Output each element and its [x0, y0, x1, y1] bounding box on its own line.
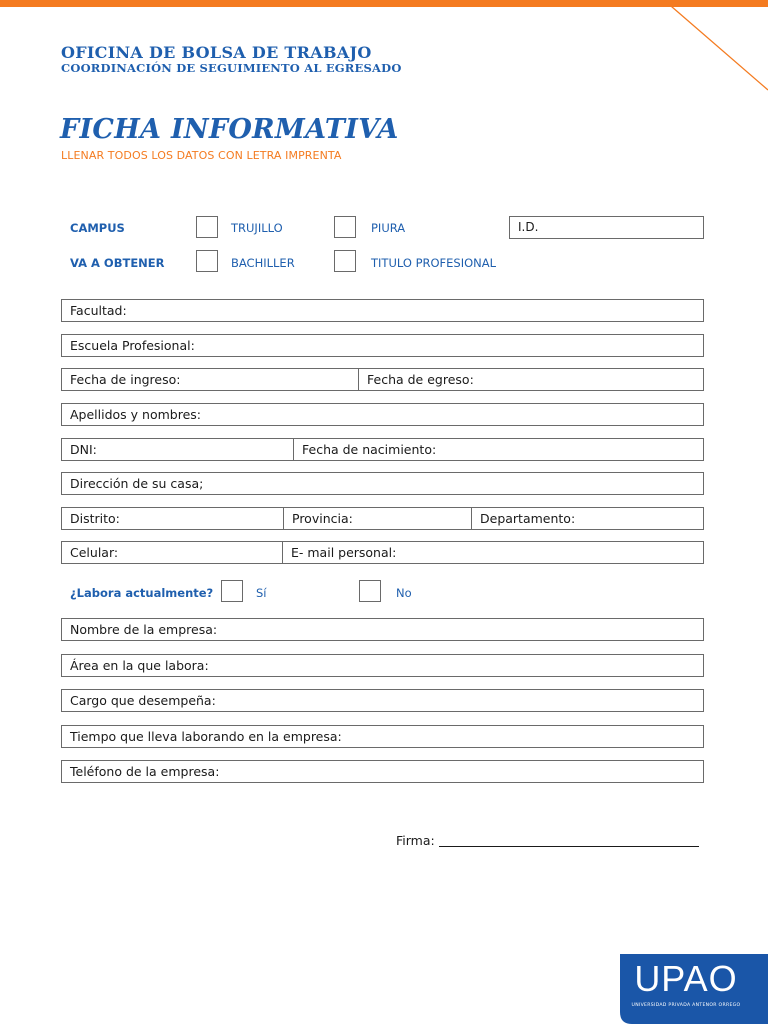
titulo-label: TITULO PROFESIONAL [371, 256, 497, 270]
fecha-nacimiento-field[interactable]: Fecha de nacimiento: [302, 442, 437, 457]
cargo-row [61, 689, 704, 712]
piura-label: PIURA [371, 221, 406, 235]
coordination-heading: COORDINACIÓN DE SEGUIMIENTO AL EGRESADO [61, 61, 402, 75]
apellidos-row [61, 403, 704, 426]
departamento-field[interactable]: Departamento: [480, 511, 576, 526]
distrito-field[interactable]: Distrito: [62, 508, 284, 529]
top-accent-bar [0, 0, 768, 7]
dni-row [61, 438, 704, 461]
facultad-row [61, 299, 704, 322]
fechas-row [61, 368, 704, 391]
piura-checkbox[interactable] [334, 216, 356, 238]
area-row [61, 654, 704, 677]
form-title: FICHA INFORMATIVA [60, 114, 399, 145]
labora-no-checkbox[interactable] [359, 580, 381, 602]
id-label: I.D. [518, 220, 539, 234]
bachiller-label: BACHILLER [231, 256, 295, 270]
labora-si-checkbox[interactable] [221, 580, 243, 602]
apellidos-field[interactable]: Apellidos y nombres: [70, 407, 201, 422]
labora-question: ¿Labora actualmente? [70, 586, 214, 600]
form-instruction: LLENAR TODOS LOS DATOS CON LETRA IMPRENTA [61, 149, 342, 162]
office-heading: OFICINA DE BOLSA DE TRABAJO [61, 43, 372, 62]
escuela-field[interactable]: Escuela Profesional: [70, 338, 195, 353]
labora-si-label: Sí [256, 586, 267, 600]
logo-text: UPAO [634, 958, 738, 999]
facultad-field[interactable]: Facultad: [70, 303, 127, 318]
empresa-field[interactable]: Nombre de la empresa: [70, 622, 218, 637]
firma-label: Firma: [396, 833, 435, 848]
empresa-row [61, 618, 704, 641]
provincia-field[interactable]: Provincia: [284, 508, 472, 529]
dni-field[interactable]: DNI: [62, 439, 294, 460]
telefono-row [61, 760, 704, 783]
titulo-checkbox[interactable] [334, 250, 356, 272]
escuela-row [61, 334, 704, 357]
tiempo-row [61, 725, 704, 748]
trujillo-label: TRUJILLO [231, 221, 283, 235]
fecha-egreso-field[interactable]: Fecha de egreso: [367, 372, 474, 387]
cargo-field[interactable]: Cargo que desempeña: [70, 693, 216, 708]
upao-logo [620, 954, 768, 1024]
fecha-ingreso-field[interactable]: Fecha de ingreso: [62, 369, 359, 390]
area-field[interactable]: Área en la que labora: [70, 658, 209, 673]
telefono-empresa-field[interactable]: Teléfono de la empresa: [70, 764, 220, 779]
email-field[interactable]: E- mail personal: [291, 545, 397, 560]
bachiller-checkbox[interactable] [196, 250, 218, 272]
degree-label: VA A OBTENER [70, 256, 165, 270]
trujillo-checkbox[interactable] [196, 216, 218, 238]
tiempo-field[interactable]: Tiempo que lleva laborando en la empresa: [70, 729, 342, 744]
direccion-row [61, 472, 704, 495]
firma-line[interactable] [439, 846, 699, 847]
ubicacion-row [61, 507, 704, 530]
campus-label: CAMPUS [70, 221, 125, 235]
direccion-field[interactable]: Dirección de su casa; [70, 476, 204, 491]
celular-field[interactable]: Celular: [62, 542, 283, 563]
contacto-row [61, 541, 704, 564]
logo-subtitle: UNIVERSIDAD PRIVADA ANTENOR ORREGO [631, 1003, 741, 1008]
labora-no-label: No [396, 586, 412, 600]
id-field[interactable] [509, 216, 704, 239]
